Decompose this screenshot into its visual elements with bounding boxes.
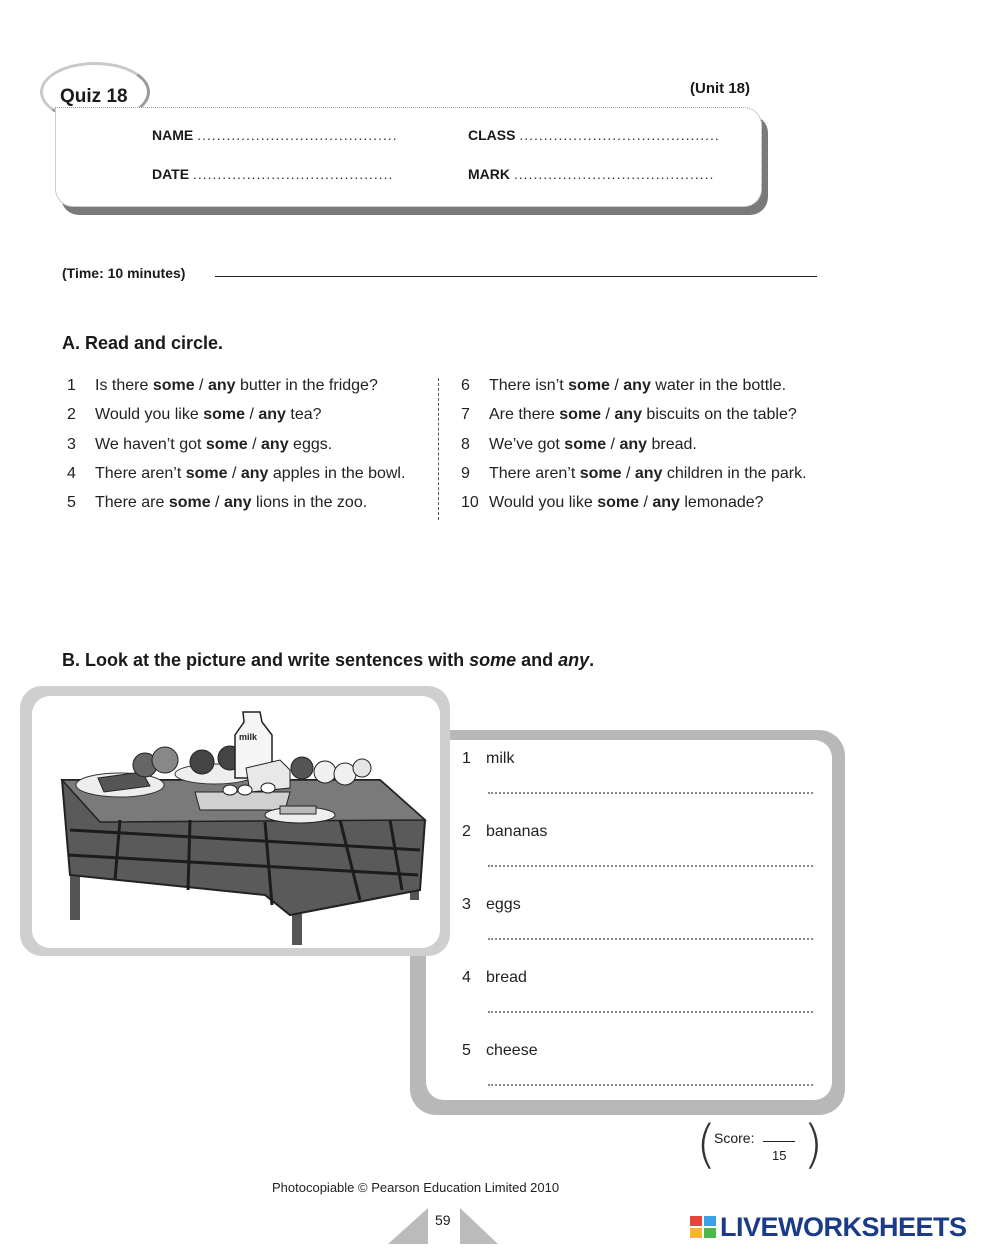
choice-any[interactable]: any: [623, 377, 651, 394]
choice-any[interactable]: any: [207, 377, 236, 394]
choice-some[interactable]: some: [205, 435, 248, 453]
score-paren-right: ): [803, 1115, 824, 1175]
answer-word: milk: [486, 750, 515, 767]
answer-line-3[interactable]: [488, 938, 813, 940]
choice-separator: /: [609, 377, 624, 394]
choice-separator: /: [247, 435, 262, 453]
answer-item-3: [462, 896, 521, 914]
question-number: 8: [461, 435, 470, 453]
time-line: [215, 276, 817, 277]
answer-number: 4: [462, 969, 471, 986]
answer-line-4[interactable]: [488, 1011, 813, 1013]
choice-some[interactable]: some: [168, 494, 211, 512]
section-b-title-pre: B. Look at the picture and write sentences with: [62, 650, 470, 670]
answer-line-5[interactable]: [488, 1084, 813, 1086]
question-text-pre: We haven’t got: [95, 435, 206, 453]
choice-separator: /: [639, 494, 653, 512]
question-number: 3: [67, 435, 76, 453]
question-number: 10: [461, 494, 479, 512]
answer-item-4: [462, 969, 527, 987]
score-total: 15: [772, 1148, 787, 1163]
answer-item-5: [462, 1042, 538, 1060]
time-label: (Time: 10 minutes): [62, 265, 186, 281]
page-number: 59: [435, 1212, 451, 1228]
choice-any[interactable]: any: [261, 435, 289, 453]
choice-some[interactable]: some: [564, 435, 607, 453]
mark-dots: .........................................: [513, 166, 715, 182]
choice-some[interactable]: some: [203, 406, 245, 424]
column-divider: [438, 378, 439, 520]
choice-any[interactable]: any: [223, 494, 252, 512]
choice-some[interactable]: some: [579, 464, 622, 482]
section-b-title-any: any: [558, 650, 590, 670]
choice-separator: /: [194, 377, 208, 394]
question-number: 9: [461, 464, 470, 482]
choice-any[interactable]: any: [240, 464, 269, 482]
question-9: [461, 465, 807, 483]
choice-any[interactable]: any: [614, 406, 642, 424]
liveworksheets-brand[interactable]: LIVEWORKSHEETS: [720, 1212, 967, 1242]
unit-label: (Unit 18): [690, 80, 750, 97]
question-8: [461, 436, 697, 454]
choice-some[interactable]: some: [597, 494, 639, 512]
question-text-pre: There are: [95, 494, 169, 512]
question-number: 1: [67, 377, 76, 394]
choice-some[interactable]: some: [152, 377, 195, 394]
choice-separator: /: [621, 464, 635, 482]
choice-separator: /: [245, 406, 259, 424]
question-text-post: tea?: [285, 406, 322, 424]
question-number: 5: [67, 494, 76, 512]
choice-some[interactable]: some: [559, 406, 602, 424]
class-dots: .........................................: [519, 127, 720, 143]
milk-bottle-label: milk: [239, 732, 258, 742]
choice-any[interactable]: any: [258, 406, 286, 424]
date-label: DATE: [152, 166, 190, 182]
liveworksheets-logo-icon: [690, 1216, 716, 1238]
question-text-post: lemonade?: [679, 494, 764, 512]
egg-2: [238, 785, 252, 795]
answer-item-1: [462, 750, 514, 768]
question-text-post: apples in the bowl.: [268, 464, 406, 482]
score-line: [763, 1141, 795, 1142]
section-b-title-end: .: [589, 650, 595, 670]
answer-number: 3: [462, 896, 471, 913]
answer-line-2[interactable]: [488, 865, 813, 867]
answer-word: bananas: [486, 823, 548, 840]
question-2: [67, 406, 322, 424]
question-text-pre: Would you like: [489, 494, 598, 512]
question-text-post: bread.: [647, 435, 697, 453]
question-text-post: lions in the zoo.: [251, 494, 368, 512]
question-number: 2: [67, 406, 76, 424]
question-6: [461, 377, 786, 395]
answer-number: 5: [462, 1042, 471, 1059]
egg-large-1: [314, 761, 336, 783]
answer-line-1[interactable]: [488, 792, 813, 794]
question-text-pre: There aren’t: [489, 464, 580, 482]
choice-some[interactable]: some: [185, 464, 228, 482]
cake-1: [190, 750, 214, 774]
fruit-dark: [291, 757, 313, 779]
answer-word: bread: [486, 969, 527, 986]
class-field[interactable]: [468, 127, 720, 143]
choice-some[interactable]: some: [568, 377, 610, 394]
question-5: [67, 494, 367, 512]
section-b-title-some: some: [469, 650, 517, 670]
mark-label: MARK: [468, 166, 510, 182]
score-paren-left: (: [696, 1115, 717, 1175]
question-7: [461, 406, 797, 424]
question-1: [67, 377, 378, 395]
answer-item-2: [462, 823, 547, 841]
score-label: Score:: [714, 1130, 755, 1146]
question-text-pre: Are there: [489, 406, 560, 424]
question-text-pre: There isn’t: [489, 377, 569, 394]
answer-word: eggs: [486, 896, 521, 913]
name-field[interactable]: [152, 127, 398, 143]
question-text-post: eggs.: [288, 435, 333, 453]
section-b-title: [62, 650, 594, 671]
egg-1: [223, 785, 237, 795]
question-10: [461, 494, 764, 512]
question-text-pre: Would you like: [95, 406, 204, 424]
question-text-post: butter in the fridge?: [235, 377, 378, 394]
table-illustration: [40, 700, 440, 950]
date-field[interactable]: [152, 166, 393, 182]
question-text-post: children in the park.: [662, 464, 807, 482]
question-text-post: biscuits on the table?: [641, 406, 797, 424]
question-text-post: water in the bottle.: [650, 377, 787, 394]
egg-large-3: [353, 759, 371, 777]
choice-separator: /: [210, 494, 224, 512]
choice-separator: /: [227, 464, 241, 482]
apple-2: [152, 747, 178, 773]
question-number: 6: [461, 377, 470, 394]
question-text-pre: There aren’t: [95, 464, 186, 482]
egg-3: [261, 783, 275, 793]
answer-number: 2: [462, 823, 471, 840]
quiz-title: Quiz 18: [60, 86, 128, 107]
footer-copyright: Photocopiable © Pearson Education Limited 2010: [272, 1180, 560, 1195]
section-b-title-and: and: [516, 650, 559, 670]
choice-any[interactable]: any: [634, 464, 663, 482]
choice-any[interactable]: any: [652, 494, 680, 512]
class-label: CLASS: [468, 127, 516, 143]
question-text-pre: We’ve got: [489, 435, 565, 453]
question-number: 7: [461, 406, 470, 424]
question-text-pre: Is there: [95, 377, 153, 394]
answer-word: cheese: [486, 1042, 538, 1059]
mark-field[interactable]: [468, 166, 714, 182]
question-number: 4: [67, 464, 76, 482]
bread: [280, 806, 316, 814]
name-label: NAME: [152, 127, 194, 143]
choice-separator: /: [606, 435, 620, 453]
date-dots: .........................................: [192, 166, 394, 182]
question-4: [67, 465, 405, 483]
choice-any[interactable]: any: [619, 435, 648, 453]
section-a-title: A. Read and circle.: [62, 333, 224, 353]
student-info-box: [55, 107, 762, 207]
choice-separator: /: [601, 406, 615, 424]
answer-number: 1: [462, 750, 471, 767]
name-dots: .........................................: [197, 127, 398, 143]
question-3: [67, 436, 332, 454]
